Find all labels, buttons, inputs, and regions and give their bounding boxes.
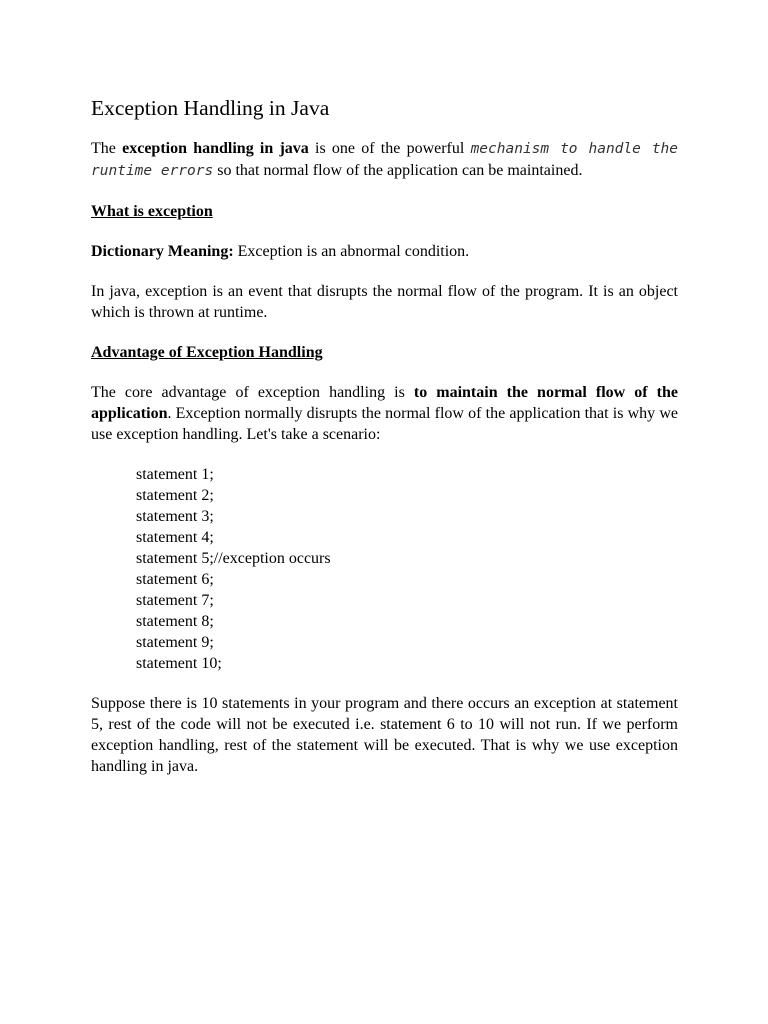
intro-text-2: is one of the powerful <box>308 140 471 157</box>
intro-text-1: The <box>91 140 123 157</box>
section-heading-what-is-exception: What is exception <box>91 203 213 220</box>
statement-line: statement 3; <box>136 508 214 525</box>
section-heading-advantage: Advantage of Exception Handling <box>91 344 323 361</box>
advantage-bold-phrase: to maintain the normal flow of the application <box>91 384 678 422</box>
advantage-text-2: . Exception normally disrupts the normal flow of the application that is why we use exception handling. Let's take a scenario: <box>91 405 678 443</box>
statement-line: statement 6; <box>136 571 214 588</box>
statement-line: statement 10; <box>136 655 222 672</box>
statement-line: statement 7; <box>136 592 214 609</box>
advantage-paragraph <box>91 382 678 445</box>
advantage-text-1: The core advantage of exception handling is <box>91 384 414 401</box>
document-body <box>91 94 678 796</box>
intro-bold-term: exception handling in java <box>122 140 309 157</box>
exception-definition-paragraph: In java, exception is an event that disrupts the normal flow of the program. It is an object which is thrown at runtime. <box>91 283 678 321</box>
intro-text-3: so that normal flow of the application can be maintained. <box>213 162 583 179</box>
intro-italic-phrase: mechanism to handle the runtime errors <box>91 141 679 179</box>
statement-line: statement 2; <box>136 487 214 504</box>
statement-line: statement 9; <box>136 634 214 651</box>
dictionary-meaning-label: Dictionary Meaning: <box>91 243 234 260</box>
page-title: Exception Handling in Java <box>91 96 330 120</box>
intro-paragraph <box>91 138 678 182</box>
statement-line: statement 1; <box>136 466 214 483</box>
statement-list <box>91 464 678 674</box>
conclusion-paragraph: Suppose there is 10 statements in your program and there occurs an exception at statement 5, rest of the code will not be executed i.e. statement 6 to 10 will not run. If we perform exception handling, rest of the statement will be executed. That is why we use exception handling in java. <box>91 695 678 775</box>
dictionary-meaning-paragraph <box>91 241 678 262</box>
statement-line: statement 8; <box>136 613 214 630</box>
statement-line: statement 4; <box>136 529 214 546</box>
statement-line: statement 5;//exception occurs <box>136 550 331 567</box>
dictionary-meaning-text: Exception is an abnormal condition. <box>233 243 470 260</box>
